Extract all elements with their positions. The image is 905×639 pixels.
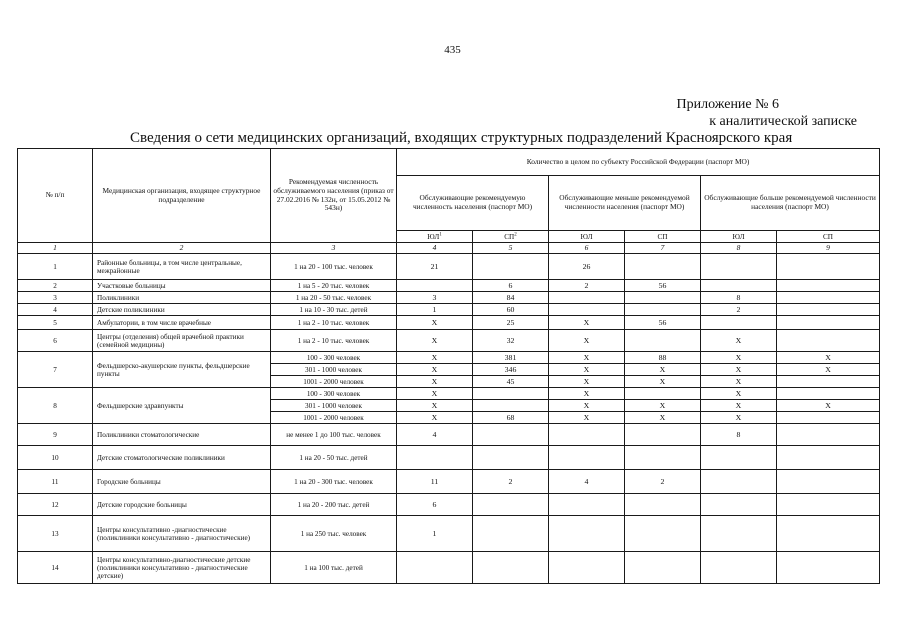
cell-sp-more (777, 494, 880, 516)
document-title: Сведения о сети медицинских организаций, входящих структурных подразделений Красноярского края (130, 130, 793, 146)
cell-sp-less (625, 388, 701, 400)
org-name: Центры (отделения) общей врачебной практики (семейной медицины) (93, 330, 271, 352)
cell-yul-less: 4 (549, 470, 625, 494)
column-number: 1 (18, 243, 93, 254)
cell-sp-more (777, 280, 880, 292)
row-number: 13 (18, 516, 93, 552)
column-number: 3 (271, 243, 397, 254)
cell-yul-recommended: 6 (397, 494, 473, 516)
recommended-value: 1 на 2 - 10 тыс. человек (271, 316, 397, 330)
cell-yul-less: Х (549, 412, 625, 424)
cell-sp-recommended (473, 516, 549, 552)
cell-yul-less: Х (549, 376, 625, 388)
cell-yul-more: 8 (701, 424, 777, 446)
cell-yul-recommended: 1 (397, 516, 473, 552)
cell-yul-less (549, 446, 625, 470)
org-name: Амбулатории, в том числе врачебные (93, 316, 271, 330)
column-number: 9 (777, 243, 880, 254)
cell-sp-more (777, 316, 880, 330)
table-row (18, 552, 880, 584)
cell-yul-less: Х (549, 364, 625, 376)
header-recommended: Рекомендуемая численность обслуживаемого населения (приказ от 27.02.2016 № 132н, от 15.05.2012 № 543н) (271, 149, 397, 243)
row-number: 5 (18, 316, 93, 330)
row-number: 14 (18, 552, 93, 584)
org-name: Поликлиники (93, 292, 271, 304)
cell-sp-less (625, 494, 701, 516)
cell-sp-less (625, 446, 701, 470)
cell-sp-less (625, 330, 701, 352)
row-number: 1 (18, 254, 93, 280)
org-name: Городские больницы (93, 470, 271, 494)
org-name: Детские городские больницы (93, 494, 271, 516)
recommended-value: 1 на 100 тыс. детей (271, 552, 397, 584)
row-number: 4 (18, 304, 93, 316)
cell-yul-more: Х (701, 330, 777, 352)
cell-yul-less: Х (549, 330, 625, 352)
org-name: Фельдшерские здравпункты (93, 388, 271, 424)
cell-sp-more (777, 470, 880, 494)
cell-sp-recommended: 68 (473, 412, 549, 424)
cell-yul-recommended: Х (397, 400, 473, 412)
cell-yul-more: Х (701, 352, 777, 364)
org-name: Центры консультативно-диагностические детские (поликлиники консультативно - диагностические детские) (93, 552, 271, 584)
cell-yul-more: Х (701, 400, 777, 412)
cell-sp-more: Х (777, 400, 880, 412)
recommended-value: 1 на 20 - 100 тыс. человек (271, 254, 397, 280)
header-group-less: Обслуживающие меньше рекомендуемой численности населения (паспорт МО) (549, 176, 701, 231)
header-yul-2: ЮЛ (549, 231, 625, 243)
cell-yul-recommended: 11 (397, 470, 473, 494)
header-total: Количество в целом по субъекту Российской Федерации (паспорт МО) (397, 149, 880, 176)
org-name: Центры консультативно -диагностические (поликлиники консультативно - диагностические) (93, 516, 271, 552)
cell-sp-recommended: 84 (473, 292, 549, 304)
header-organization: Медицинская организация, входящее структурное подразделение (93, 149, 271, 243)
cell-sp-less: 2 (625, 470, 701, 494)
cell-sp-less (625, 552, 701, 584)
cell-sp-recommended (473, 388, 549, 400)
cell-yul-recommended: Х (397, 388, 473, 400)
cell-yul-recommended (397, 446, 473, 470)
cell-yul-recommended: Х (397, 330, 473, 352)
cell-sp-more: Х (777, 364, 880, 376)
cell-yul-more: Х (701, 412, 777, 424)
table-row (18, 330, 880, 352)
table-row (18, 352, 880, 364)
recommended-value: 1001 - 2000 человек (271, 412, 397, 424)
recommended-value: 1 на 20 - 50 тыс. детей (271, 446, 397, 470)
column-number: 6 (549, 243, 625, 254)
row-number: 7 (18, 352, 93, 388)
cell-yul-recommended: Х (397, 364, 473, 376)
header-yul-1: $ЮЛ^1$ (397, 231, 473, 243)
row-number: 10 (18, 446, 93, 470)
cell-yul-recommended: Х (397, 376, 473, 388)
recommended-value: 1001 - 2000 человек (271, 376, 397, 388)
cell-yul-recommended (397, 552, 473, 584)
cell-yul-recommended: 3 (397, 292, 473, 304)
row-number: 6 (18, 330, 93, 352)
header-yul-3: ЮЛ (701, 231, 777, 243)
medical-network-table (17, 148, 880, 584)
cell-yul-recommended: 4 (397, 424, 473, 446)
cell-yul-more (701, 446, 777, 470)
row-number: 3 (18, 292, 93, 304)
cell-sp-less (625, 292, 701, 304)
column-number: 4 (397, 243, 473, 254)
cell-sp-more: Х (777, 352, 880, 364)
cell-yul-less: Х (549, 352, 625, 364)
appendix-title: Приложение № 6 (676, 97, 779, 112)
cell-sp-more (777, 388, 880, 400)
cell-sp-less (625, 516, 701, 552)
cell-sp-more (777, 516, 880, 552)
cell-sp-recommended: 45 (473, 376, 549, 388)
org-name: Участковые больницы (93, 280, 271, 292)
column-number: 5 (473, 243, 549, 254)
cell-yul-more (701, 316, 777, 330)
row-number: 12 (18, 494, 93, 516)
cell-yul-more (701, 280, 777, 292)
cell-yul-less: Х (549, 388, 625, 400)
table-row (18, 446, 880, 470)
cell-sp-less: Х (625, 412, 701, 424)
cell-yul-recommended: Х (397, 412, 473, 424)
table-row (18, 470, 880, 494)
page-number: 435 (444, 44, 461, 56)
row-number: 8 (18, 388, 93, 424)
cell-sp-more (777, 424, 880, 446)
cell-sp-recommended: 6 (473, 280, 549, 292)
cell-yul-more (701, 516, 777, 552)
recommended-value: не менее 1 до 100 тыс. человек (271, 424, 397, 446)
cell-yul-more (701, 470, 777, 494)
appendix-subtitle: к аналитической записке (709, 114, 857, 129)
recommended-value: 1 на 250 тыс. человек (271, 516, 397, 552)
row-number: 2 (18, 280, 93, 292)
row-number: 9 (18, 424, 93, 446)
cell-sp-less: Х (625, 364, 701, 376)
cell-sp-more (777, 412, 880, 424)
header-sp-1: $СП^2$ (473, 231, 549, 243)
org-name: Детские поликлиники (93, 304, 271, 316)
table-row (18, 304, 880, 316)
recommended-value: 1 на 20 - 300 тыс. человек (271, 470, 397, 494)
cell-sp-less (625, 424, 701, 446)
cell-yul-recommended: 21 (397, 254, 473, 280)
org-name: Детские стоматологические поликлиники (93, 446, 271, 470)
cell-yul-less: Х (549, 400, 625, 412)
cell-sp-recommended (473, 400, 549, 412)
header-num: № п/п (18, 149, 93, 243)
recommended-value: 1 на 20 - 200 тыс. детей (271, 494, 397, 516)
column-number-row (18, 243, 880, 254)
cell-yul-less (549, 304, 625, 316)
table-row (18, 424, 880, 446)
cell-sp-more (777, 254, 880, 280)
recommended-value: 100 - 300 человек (271, 388, 397, 400)
column-number: 8 (701, 243, 777, 254)
table-row (18, 292, 880, 304)
cell-sp-recommended (473, 552, 549, 584)
cell-sp-recommended (473, 254, 549, 280)
cell-sp-less: 88 (625, 352, 701, 364)
cell-sp-more (777, 446, 880, 470)
recommended-value: 1 на 5 - 20 тыс. человек (271, 280, 397, 292)
cell-yul-more: Х (701, 364, 777, 376)
table-row (18, 516, 880, 552)
cell-sp-less: 56 (625, 316, 701, 330)
cell-yul-less: 26 (549, 254, 625, 280)
cell-sp-more (777, 376, 880, 388)
org-name: Районные больницы, в том числе центральные, межрайонные (93, 254, 271, 280)
cell-sp-recommended: 25 (473, 316, 549, 330)
row-number: 11 (18, 470, 93, 494)
cell-sp-recommended: 2 (473, 470, 549, 494)
recommended-value: 1 на 2 - 10 тыс. человек (271, 330, 397, 352)
cell-sp-less: Х (625, 400, 701, 412)
header-sp-3: СП (777, 231, 880, 243)
cell-yul-more (701, 494, 777, 516)
cell-sp-recommended: 346 (473, 364, 549, 376)
cell-sp-more (777, 292, 880, 304)
header-sp-2: СП (625, 231, 701, 243)
cell-yul-less (549, 424, 625, 446)
cell-yul-less (549, 516, 625, 552)
table-row (18, 388, 880, 400)
cell-yul-recommended: 1 (397, 304, 473, 316)
header-group-more: Обслуживающие больше рекомендуемой численности населения (паспорт МО) (701, 176, 880, 231)
cell-yul-less: 2 (549, 280, 625, 292)
cell-yul-less (549, 292, 625, 304)
cell-sp-recommended: 32 (473, 330, 549, 352)
cell-yul-less (549, 494, 625, 516)
cell-sp-less: Х (625, 376, 701, 388)
cell-yul-more: Х (701, 376, 777, 388)
cell-sp-more (777, 330, 880, 352)
cell-sp-more (777, 304, 880, 316)
cell-yul-more (701, 254, 777, 280)
table-row (18, 254, 880, 280)
cell-yul-more (701, 552, 777, 584)
cell-sp-less (625, 304, 701, 316)
cell-sp-recommended (473, 424, 549, 446)
cell-sp-recommended: 381 (473, 352, 549, 364)
table-row (18, 494, 880, 516)
recommended-value: 1 на 20 - 50 тыс. человек (271, 292, 397, 304)
cell-sp-recommended: 60 (473, 304, 549, 316)
cell-sp-more (777, 552, 880, 584)
cell-yul-more: Х (701, 388, 777, 400)
column-number: 2 (93, 243, 271, 254)
cell-yul-less (549, 552, 625, 584)
org-name: Фельдшерско-акушерские пункты, фельдшерские пункты (93, 352, 271, 388)
cell-yul-more: 2 (701, 304, 777, 316)
cell-sp-less (625, 254, 701, 280)
recommended-value: 100 - 300 человек (271, 352, 397, 364)
recommended-value: 1 на 10 - 30 тыс. детей (271, 304, 397, 316)
column-number: 7 (625, 243, 701, 254)
org-name: Поликлиники стоматологические (93, 424, 271, 446)
recommended-value: 301 - 1000 человек (271, 364, 397, 376)
cell-yul-recommended: Х (397, 316, 473, 330)
cell-yul-less: Х (549, 316, 625, 330)
cell-sp-recommended (473, 494, 549, 516)
cell-sp-less: 56 (625, 280, 701, 292)
cell-yul-recommended (397, 280, 473, 292)
cell-sp-recommended (473, 446, 549, 470)
cell-yul-more: 8 (701, 292, 777, 304)
cell-yul-recommended: Х (397, 352, 473, 364)
header-group-recommended: Обслуживающие рекомендуемую численность населения (паспорт МО) (397, 176, 549, 231)
table-row (18, 280, 880, 292)
table-row (18, 316, 880, 330)
recommended-value: 301 - 1000 человек (271, 400, 397, 412)
